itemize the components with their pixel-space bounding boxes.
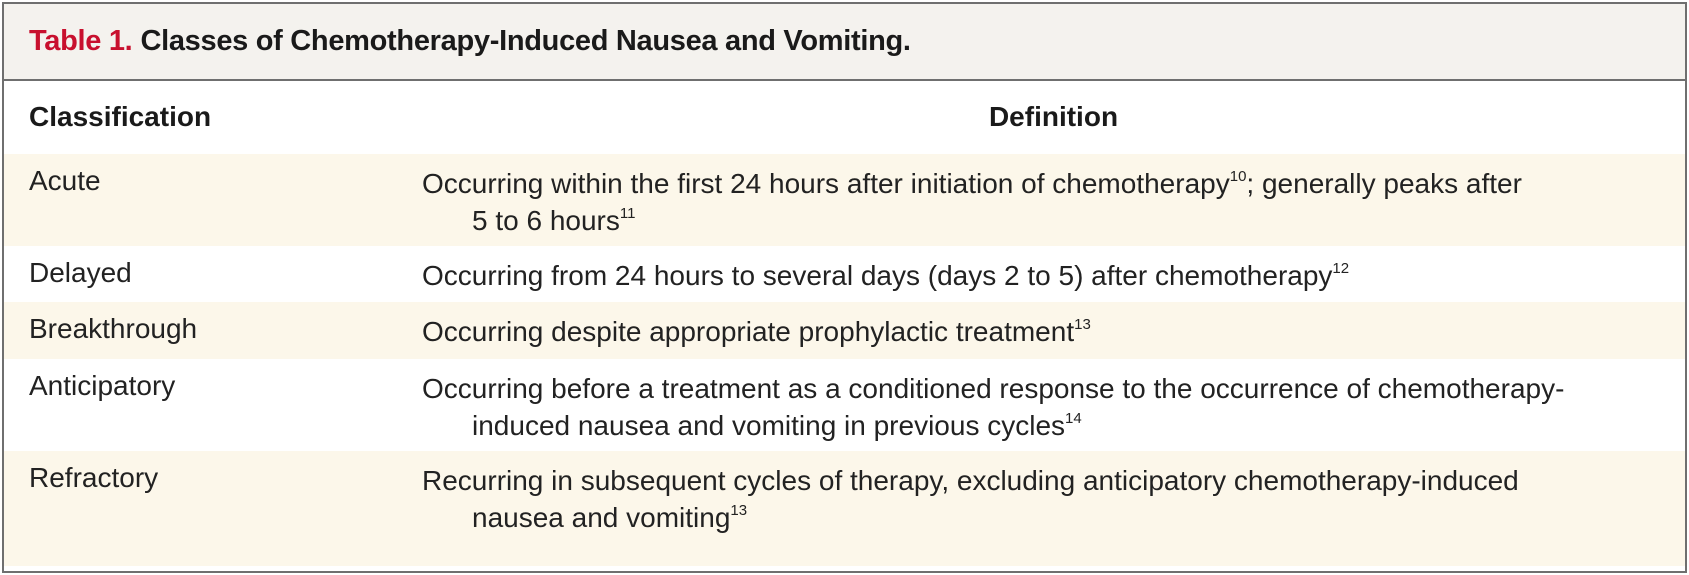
definition-text: nausea and vomiting (472, 502, 731, 533)
classification-table (4, 81, 1685, 566)
definition-second-line (422, 407, 1661, 444)
table-header-row (4, 81, 1685, 154)
column-header-definition: Definition (988, 101, 1119, 132)
definition-text: Recurring in subsequent cycles of therapy, excluding anticipatory chemotherapy-induced (422, 465, 1519, 496)
definition-text: induced nausea and vomiting in previous cycles (472, 410, 1066, 441)
reference-superscript: 13 (1074, 316, 1091, 333)
definition-text: Occurring before a treatment as a conditioned response to the occurrence of chemotherapy- (422, 373, 1565, 404)
classification-cell: Breakthrough (29, 313, 198, 344)
classification-cell: Acute (29, 165, 101, 196)
definition-text: Occurring despite appropriate prophylactic treatment (422, 316, 1075, 347)
table-title: Classes of Chemotherapy-Induced Nausea and Vomiting. (140, 25, 911, 57)
definition-text: 5 to 6 hours (472, 205, 620, 236)
table-row (4, 154, 1685, 246)
definition-second-line (422, 202, 1661, 239)
table-container (2, 2, 1687, 573)
table-row (4, 451, 1685, 566)
reference-superscript: 14 (1065, 410, 1082, 427)
table-row (4, 246, 1685, 302)
column-header-classification: Classification (29, 101, 212, 132)
definition-cell (422, 462, 1661, 536)
definition-cell (422, 257, 1661, 294)
reference-superscript: 13 (730, 502, 748, 519)
classification-cell: Delayed (29, 257, 132, 288)
definition-text-continued: ; generally peaks after (1246, 168, 1522, 199)
definition-cell (422, 370, 1661, 444)
table-row (4, 302, 1685, 359)
definition-text: Occurring from 24 hours to several days (days 2 to 5) after chemotherapy (422, 260, 1333, 291)
reference-superscript: 12 (1332, 260, 1350, 277)
reference-superscript: 11 (619, 205, 636, 222)
definition-cell (422, 165, 1661, 239)
table-title-bar (4, 4, 1685, 81)
table-row (4, 359, 1685, 451)
classification-cell: Anticipatory (29, 370, 176, 401)
reference-superscript: 10 (1229, 168, 1247, 185)
definition-cell (422, 313, 1661, 350)
definition-second-line (422, 499, 1661, 536)
table-label: Table 1. (29, 25, 133, 57)
definition-text: Occurring within the first 24 hours after initiation of chemotherapy (422, 168, 1230, 199)
classification-cell: Refractory (29, 462, 159, 493)
